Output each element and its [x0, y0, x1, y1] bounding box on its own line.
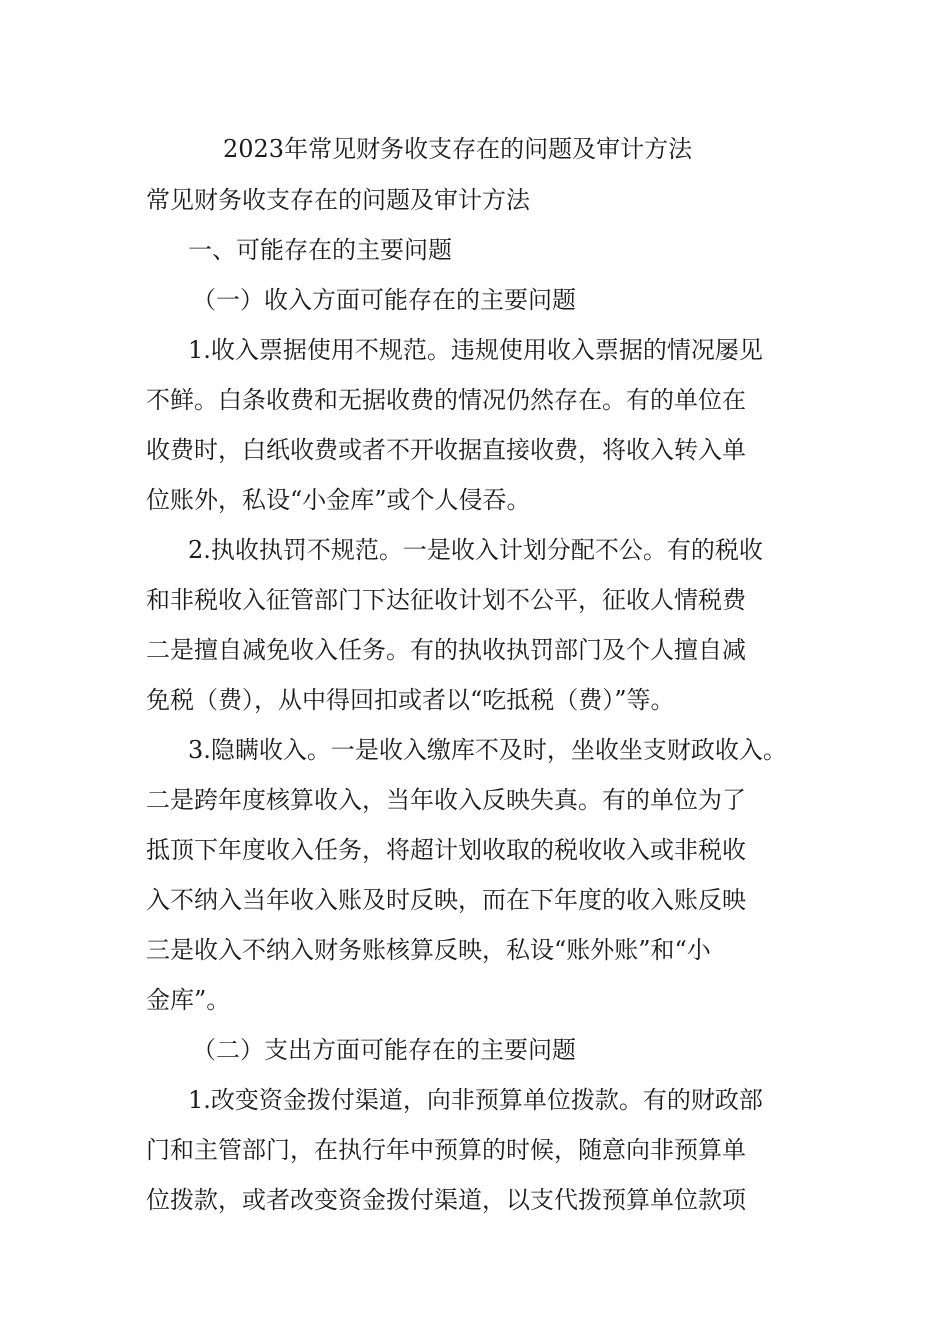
paragraph-line: 和非税收入征管部门下达征收计划不公平，征收人情税费 — [146, 586, 746, 614]
paragraph-line: 二是跨年度核算收入，当年收入反映失真。有的单位为了 — [146, 786, 746, 814]
paragraph-line: 3.隐瞒收入。一是收入缴库不及时，坐收坐支财政收入。 — [188, 736, 787, 764]
paragraph-line: 位账外，私设“小金库”或个人侵吞。 — [146, 486, 531, 514]
paragraph-line: 二是擅自减免收入任务。有的执收执罚部门及个人擅自减 — [146, 636, 746, 664]
paragraph-line: 门和主管部门，在执行年中预算的时候，随意向非预算单 — [146, 1136, 746, 1164]
document-subtitle: 常见财务收支存在的问题及审计方法 — [146, 186, 530, 214]
paragraph-line: 位拨款，或者改变资金拨付渠道，以支代拨预算单位款项 — [146, 1186, 746, 1214]
paragraph-line: 三是收入不纳入财务账核算反映，私设“账外账”和“小 — [146, 936, 711, 964]
paragraph-line: 2.执收执罚不规范。一是收入计划分配不公。有的税收 — [188, 536, 763, 564]
paragraph-line: 抵顶下年度收入任务，将超计划收取的税收收入或非税收 — [146, 836, 746, 864]
paragraph-line: 免税（费），从中得回扣或者以“吃抵税（费）”等。 — [146, 686, 675, 714]
paragraph-line: 金库”。 — [146, 986, 231, 1014]
paragraph-line: 1.改变资金拨付渠道，向非预算单位拨款。有的财政部 — [188, 1086, 763, 1114]
subsection-heading-expense: （二）支出方面可能存在的主要问题 — [192, 1036, 576, 1064]
subsection-heading-income: （一）收入方面可能存在的主要问题 — [192, 286, 576, 314]
paragraph-line: 不鲜。白条收费和无据收费的情况仍然存在。有的单位在 — [146, 386, 746, 414]
paragraph-line: 收费时，白纸收费或者不开收据直接收费，将收入转入单 — [146, 436, 746, 464]
paragraph-line: 入不纳入当年收入账及时反映，而在下年度的收入账反映 — [146, 886, 746, 914]
document-title: 2023年常见财务收支存在的问题及审计方法 — [223, 135, 693, 163]
section-heading: 一、可能存在的主要问题 — [188, 236, 452, 264]
paragraph-line: 1.收入票据使用不规范。违规使用收入票据的情况屡见 — [188, 336, 763, 364]
